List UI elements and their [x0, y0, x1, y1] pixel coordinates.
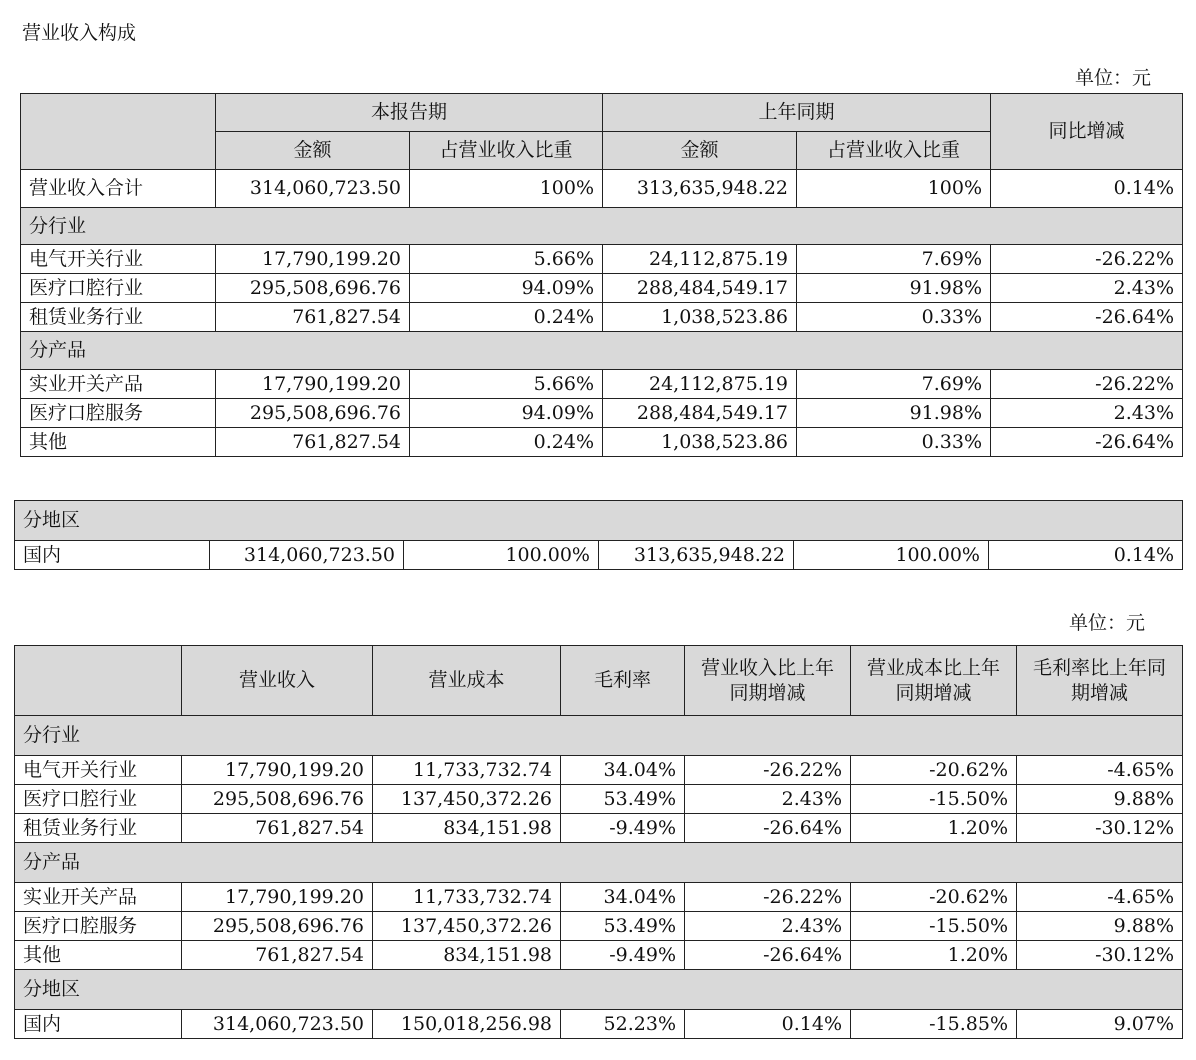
row-label: 医疗口腔服务: [15, 912, 182, 941]
section-label: 分产品: [21, 332, 1183, 370]
row-label: 国内: [15, 541, 210, 570]
unit-label: 单位：元: [1075, 67, 1152, 89]
cell: 0.14%: [991, 170, 1183, 208]
cell: -26.64%: [991, 303, 1183, 332]
cell: 0.14%: [685, 1010, 851, 1039]
cell: -20.62%: [851, 756, 1017, 785]
section-row: [15, 843, 1183, 883]
header-revenue: 营业收入: [182, 646, 373, 716]
page-title: 营业收入构成: [22, 22, 137, 44]
row-label: 租赁业务行业: [15, 814, 182, 843]
table-row: [21, 245, 1183, 274]
table-row: [21, 370, 1183, 399]
header-share: 占营业收入比重: [797, 132, 991, 170]
cell: 91.98%: [797, 274, 991, 303]
cell: 5.66%: [410, 370, 603, 399]
cell: 17,790,199.20: [182, 883, 373, 912]
cell: 52.23%: [561, 1010, 685, 1039]
header-cost: 营业成本: [373, 646, 561, 716]
row-label: 营业收入合计: [21, 170, 216, 208]
cell: -30.12%: [1017, 941, 1183, 970]
table-row: [21, 399, 1183, 428]
table-row: [21, 274, 1183, 303]
cell: 9.88%: [1017, 912, 1183, 941]
header-amount: 金额: [216, 132, 410, 170]
cell: -26.64%: [991, 428, 1183, 457]
cell: 2.43%: [991, 399, 1183, 428]
table-row: [21, 428, 1183, 457]
header-margin-change: 毛利率比上年同期增减: [1017, 646, 1183, 716]
header-share: 占营业收入比重: [410, 132, 603, 170]
cell: 313,635,948.22: [599, 541, 794, 570]
cell: -4.65%: [1017, 883, 1183, 912]
cell: 34.04%: [561, 756, 685, 785]
cell: 17,790,199.20: [182, 756, 373, 785]
cell: 137,450,372.26: [373, 912, 561, 941]
header-cost-change: 营业成本比上年同期增减: [851, 646, 1017, 716]
cell: -26.22%: [685, 756, 851, 785]
table-row: [15, 541, 1183, 570]
section-label: 分行业: [15, 716, 1183, 756]
cell: 761,827.54: [216, 303, 410, 332]
section-row: [21, 208, 1183, 245]
table-row: [15, 941, 1183, 970]
cell: 150,018,256.98: [373, 1010, 561, 1039]
header-yoy-change: 同比增减: [991, 94, 1183, 170]
header-prior-period: 上年同期: [603, 94, 991, 132]
cell: 100%: [797, 170, 991, 208]
cell: 34.04%: [561, 883, 685, 912]
row-label: 医疗口腔行业: [15, 785, 182, 814]
cell: 834,151.98: [373, 941, 561, 970]
row-label: 医疗口腔服务: [21, 399, 216, 428]
cell: 5.66%: [410, 245, 603, 274]
table-row: [15, 912, 1183, 941]
cell: 2.43%: [685, 912, 851, 941]
cell: 9.07%: [1017, 1010, 1183, 1039]
cell: 288,484,549.17: [603, 274, 797, 303]
cell: 314,060,723.50: [216, 170, 410, 208]
gross-margin-table: [14, 645, 1183, 1039]
cell: -9.49%: [561, 941, 685, 970]
cell: 53.49%: [561, 912, 685, 941]
section-row: [15, 501, 1183, 541]
cell: 295,508,696.76: [216, 399, 410, 428]
row-label: 其他: [15, 941, 182, 970]
cell: -26.64%: [685, 941, 851, 970]
cell: -30.12%: [1017, 814, 1183, 843]
row-label: 实业开关产品: [15, 883, 182, 912]
cell: 313,635,948.22: [603, 170, 797, 208]
region-table: [14, 500, 1183, 570]
cell: -26.22%: [991, 245, 1183, 274]
table-row: [15, 814, 1183, 843]
row-label: 国内: [15, 1010, 182, 1039]
section-label: 分产品: [15, 843, 1183, 883]
cell: 0.33%: [797, 303, 991, 332]
cell: -15.85%: [851, 1010, 1017, 1039]
cell: 7.69%: [797, 370, 991, 399]
section-label: 分行业: [21, 208, 1183, 245]
section-label: 分地区: [15, 501, 1183, 541]
table-row: [15, 756, 1183, 785]
cell: 0.24%: [410, 428, 603, 457]
cell: 17,790,199.20: [216, 370, 410, 399]
cell: 295,508,696.76: [182, 912, 373, 941]
table-row: [15, 785, 1183, 814]
cell: 7.69%: [797, 245, 991, 274]
row-label: 实业开关产品: [21, 370, 216, 399]
cell: 2.43%: [685, 785, 851, 814]
cell: -4.65%: [1017, 756, 1183, 785]
cell: 834,151.98: [373, 814, 561, 843]
section-row: [15, 716, 1183, 756]
cell: 53.49%: [561, 785, 685, 814]
revenue-composition-table: [20, 93, 1183, 457]
cell: 1.20%: [851, 941, 1017, 970]
table-row: [21, 303, 1183, 332]
header-gross-margin: 毛利率: [561, 646, 685, 716]
cell: 137,450,372.26: [373, 785, 561, 814]
cell: 91.98%: [797, 399, 991, 428]
header-blank: [21, 94, 216, 170]
cell: 24,112,875.19: [603, 370, 797, 399]
cell: 0.24%: [410, 303, 603, 332]
section-label: 分地区: [15, 970, 1183, 1010]
cell: 1.20%: [851, 814, 1017, 843]
cell: 1,038,523.86: [603, 303, 797, 332]
cell: 17,790,199.20: [216, 245, 410, 274]
cell: 100.00%: [404, 541, 599, 570]
cell: 295,508,696.76: [182, 785, 373, 814]
header-current-period: 本报告期: [216, 94, 603, 132]
cell: -15.50%: [851, 785, 1017, 814]
row-label: 租赁业务行业: [21, 303, 216, 332]
header-revenue-change: 营业收入比上年同期增减: [685, 646, 851, 716]
cell: 314,060,723.50: [182, 1010, 373, 1039]
cell: 0.14%: [989, 541, 1183, 570]
cell: 0.33%: [797, 428, 991, 457]
table-row: [15, 883, 1183, 912]
section-row: [21, 332, 1183, 370]
row-label: 其他: [21, 428, 216, 457]
cell: 24,112,875.19: [603, 245, 797, 274]
cell: 761,827.54: [182, 814, 373, 843]
cell: 11,733,732.74: [373, 756, 561, 785]
cell: 761,827.54: [182, 941, 373, 970]
cell: 100%: [410, 170, 603, 208]
cell: -15.50%: [851, 912, 1017, 941]
cell: 761,827.54: [216, 428, 410, 457]
cell: 100.00%: [794, 541, 989, 570]
unit-label: 单位：元: [1069, 612, 1146, 634]
cell: 9.88%: [1017, 785, 1183, 814]
total-row: [21, 170, 1183, 208]
row-label: 电气开关行业: [21, 245, 216, 274]
cell: 295,508,696.76: [216, 274, 410, 303]
cell: 94.09%: [410, 399, 603, 428]
cell: 314,060,723.50: [210, 541, 404, 570]
cell: 1,038,523.86: [603, 428, 797, 457]
cell: -9.49%: [561, 814, 685, 843]
cell: 2.43%: [991, 274, 1183, 303]
cell: 288,484,549.17: [603, 399, 797, 428]
row-label: 电气开关行业: [15, 756, 182, 785]
cell: 94.09%: [410, 274, 603, 303]
section-row: [15, 970, 1183, 1010]
cell: 11,733,732.74: [373, 883, 561, 912]
cell: -26.64%: [685, 814, 851, 843]
row-label: 医疗口腔行业: [21, 274, 216, 303]
table-row: [15, 1010, 1183, 1039]
cell: -26.22%: [685, 883, 851, 912]
cell: -26.22%: [991, 370, 1183, 399]
cell: -20.62%: [851, 883, 1017, 912]
header-blank: [15, 646, 182, 716]
header-amount: 金额: [603, 132, 797, 170]
